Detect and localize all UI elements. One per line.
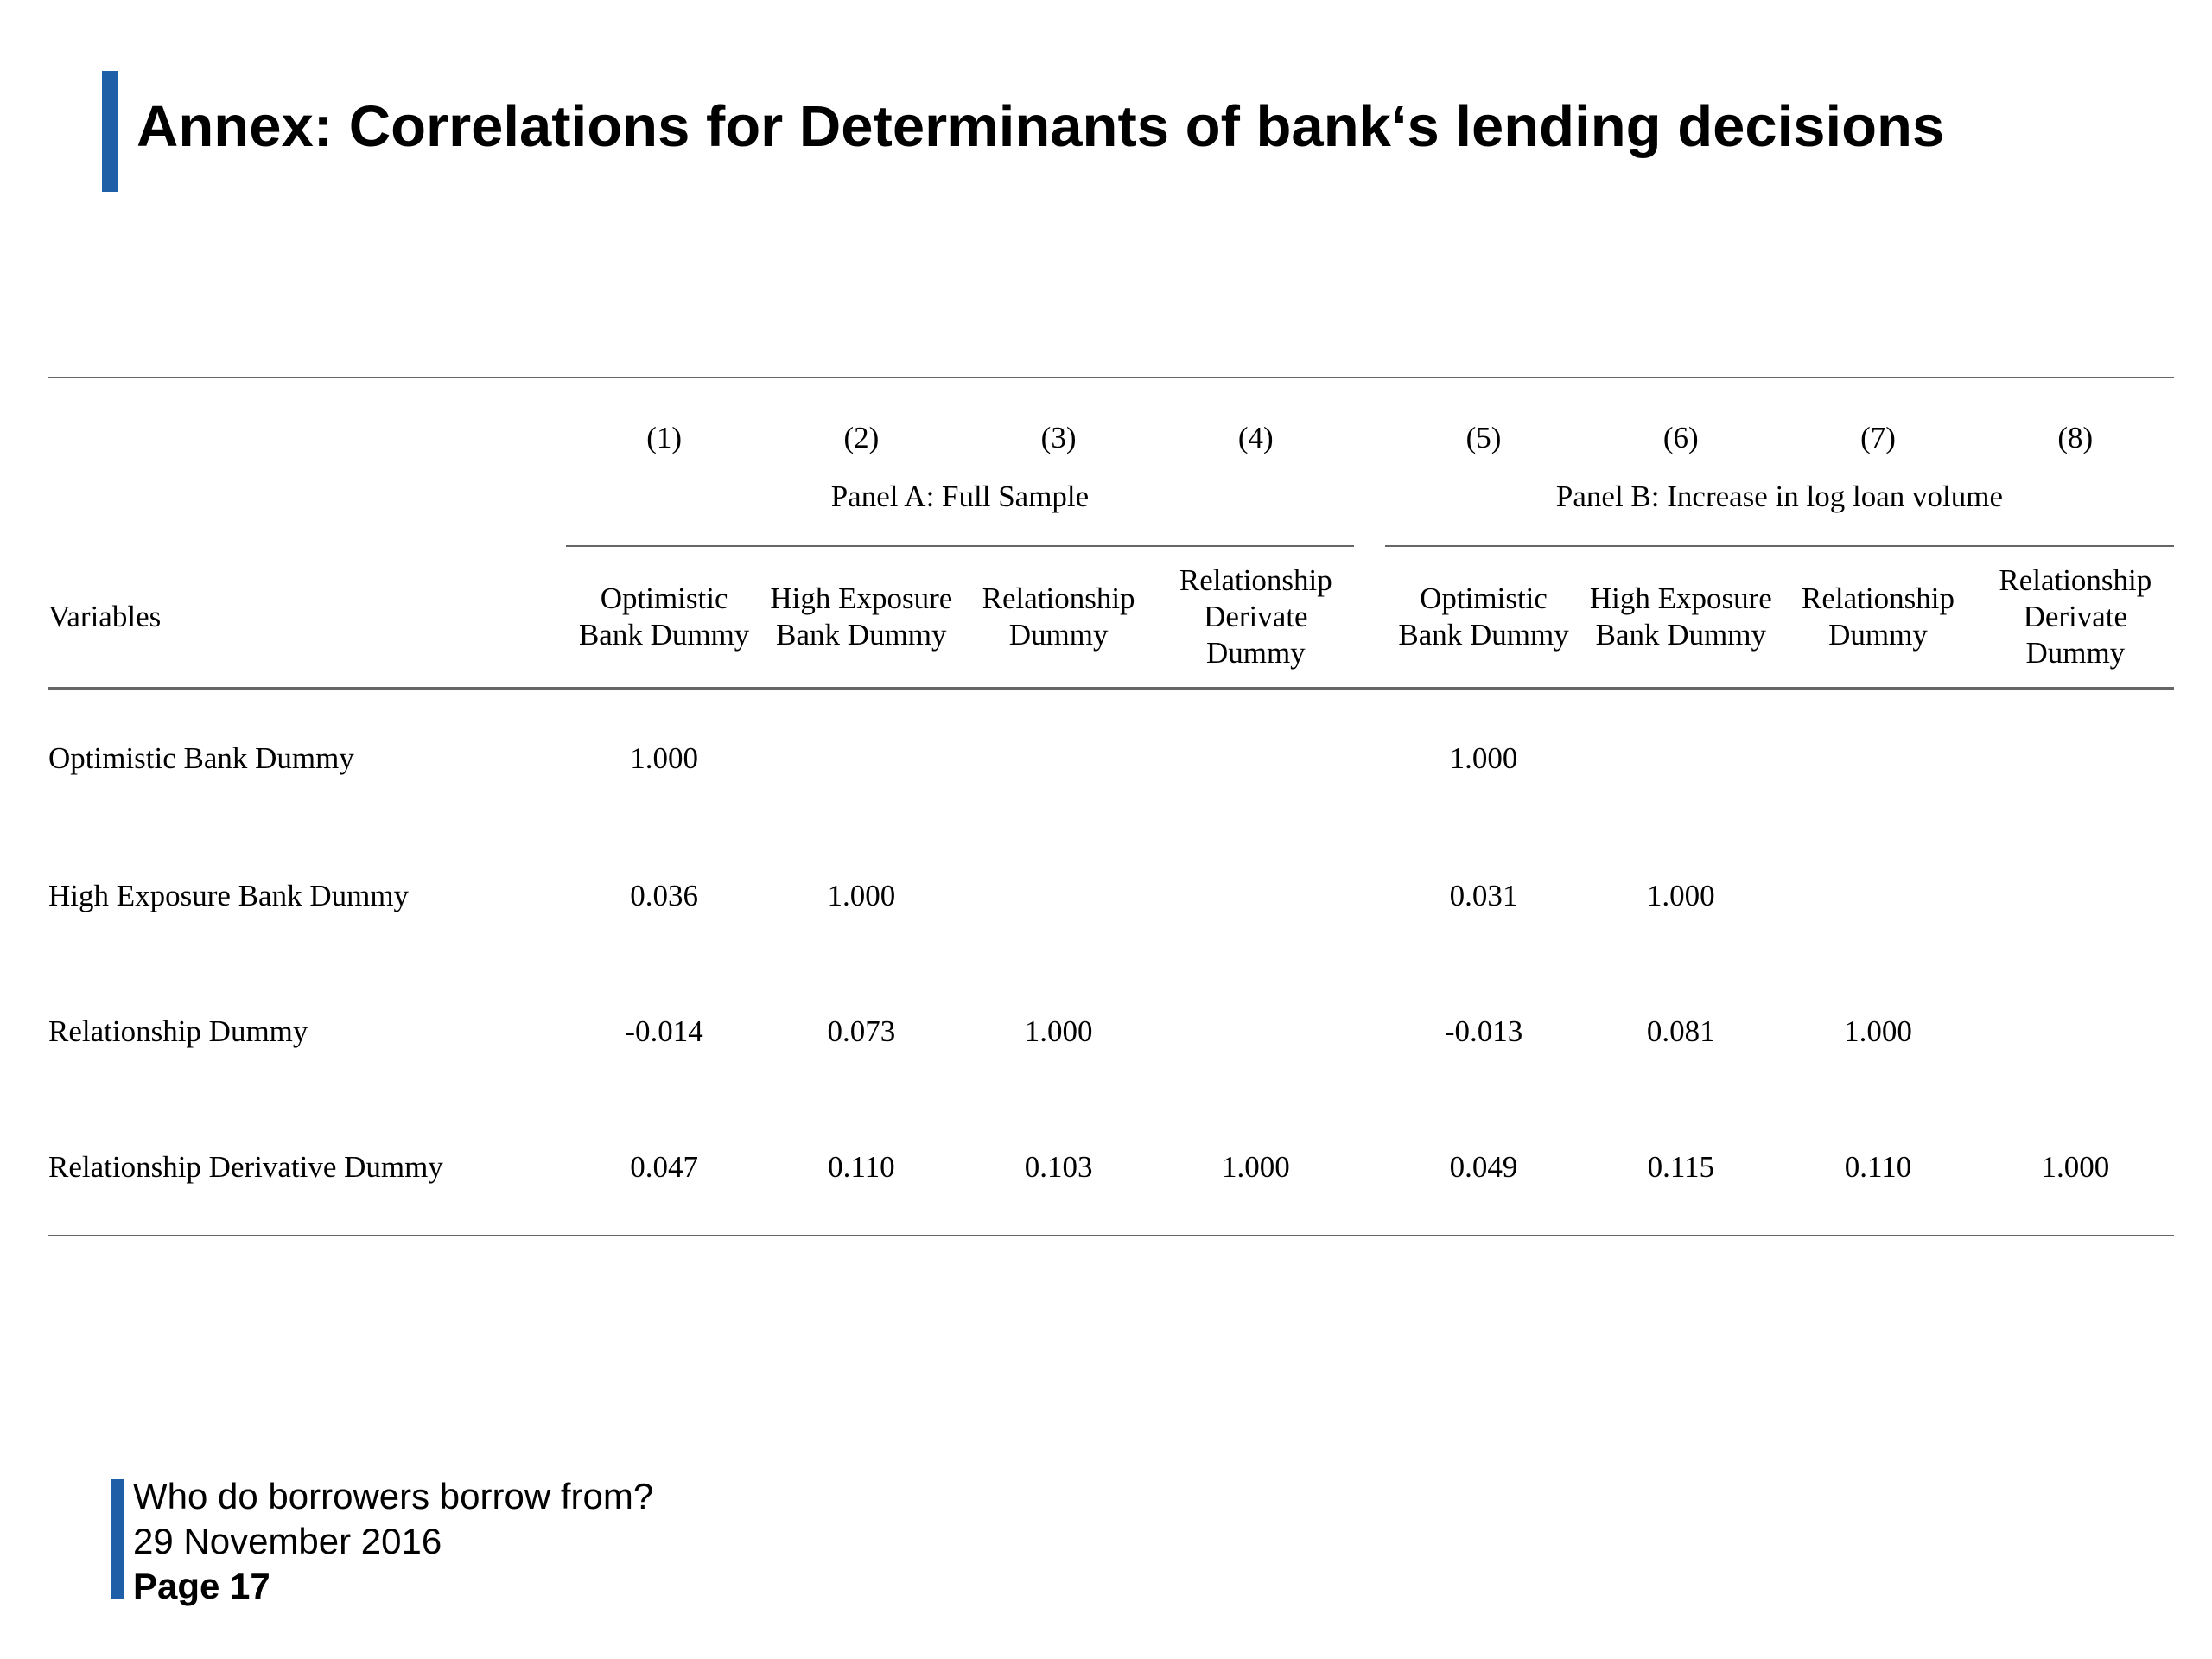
- footer-date: 29 November 2016: [133, 1521, 442, 1561]
- column-number: (3): [960, 378, 1157, 480]
- table-cell: [1157, 828, 1354, 963]
- table-cell: 0.047: [566, 1099, 763, 1236]
- panel-row: [48, 480, 2174, 546]
- table-cell: 1.000: [827, 878, 896, 912]
- table-cell: 1.000: [1977, 1099, 2174, 1236]
- table-cell: 1.000: [1024, 1014, 1093, 1048]
- table-cell: [1977, 828, 2174, 963]
- table-cell: 1.000: [1449, 741, 1518, 775]
- correlation-table: [48, 377, 2174, 1236]
- table-cell: 0.036: [630, 878, 698, 912]
- table-cell: [1582, 689, 1779, 829]
- table-cell: [1779, 828, 1976, 963]
- column-number: (4): [1157, 378, 1354, 480]
- title-accent-bar: [102, 71, 118, 192]
- footer: [133, 1474, 653, 1609]
- column-number: (6): [1582, 378, 1779, 480]
- slide-title: Annex: Correlations for Determinants of bank‘s lending decisions: [137, 94, 1945, 159]
- table-cell: [1977, 689, 2174, 829]
- row-label: Relationship Dummy: [48, 1014, 308, 1048]
- page-number: Page 17: [133, 1566, 270, 1606]
- table-row: [48, 828, 2174, 963]
- column-number: (5): [1385, 378, 1582, 480]
- table-cell: -0.013: [1444, 1014, 1523, 1048]
- table-cell: [763, 689, 960, 829]
- table-cell: 0.073: [827, 1014, 896, 1048]
- table-row: [48, 689, 2174, 829]
- table-cell: [1977, 963, 2174, 1099]
- column-header-row: [48, 546, 2174, 689]
- variables-header: Variables: [48, 546, 566, 689]
- table-cell: 0.110: [1779, 1099, 1976, 1236]
- table-cell: [1157, 689, 1354, 829]
- column-header: Relationship Derivate Dummy: [1157, 546, 1354, 689]
- row-label: Optimistic Bank Dummy: [48, 741, 354, 775]
- table-cell: [960, 689, 1157, 829]
- table-cell: 0.110: [763, 1099, 960, 1236]
- column-number: (7): [1779, 378, 1976, 480]
- table-row: [48, 1099, 2174, 1236]
- column-number: (2): [763, 378, 960, 480]
- table-cell: 1.000: [1844, 1014, 1912, 1048]
- column-header: High Exposure Bank Dummy: [763, 546, 960, 689]
- table-cell: [1157, 963, 1354, 1099]
- table-cell: 0.115: [1582, 1099, 1779, 1236]
- table-cell: 0.103: [960, 1099, 1157, 1236]
- row-label: Relationship Derivative Dummy: [48, 1099, 566, 1236]
- column-number: (8): [1977, 378, 2174, 480]
- column-header: Optimistic Bank Dummy: [1385, 546, 1582, 689]
- row-label: High Exposure Bank Dummy: [48, 878, 410, 912]
- table-cell: 0.031: [1449, 878, 1518, 912]
- column-number-row: [48, 378, 2174, 480]
- panel-a-header: Panel A: Full Sample: [566, 480, 1355, 546]
- column-number: (1): [566, 378, 763, 480]
- column-header: Relationship Derivate Dummy: [1977, 546, 2174, 689]
- table-cell: 1.000: [1157, 1099, 1354, 1236]
- column-header: Relationship Dummy: [960, 546, 1157, 689]
- table-cell: 0.081: [1646, 1014, 1715, 1048]
- table-row: [48, 963, 2174, 1099]
- footer-subtitle: Who do borrowers borrow from?: [133, 1476, 654, 1516]
- column-header: Optimistic Bank Dummy: [566, 546, 763, 689]
- panel-b-header: Panel B: Increase in log loan volume: [1385, 480, 2174, 546]
- table-cell: [960, 828, 1157, 963]
- footer-accent-bar: [111, 1479, 124, 1599]
- column-header: High Exposure Bank Dummy: [1582, 546, 1779, 689]
- table-cell: -0.014: [625, 1014, 703, 1048]
- table-cell: 0.049: [1385, 1099, 1582, 1236]
- table-cell: 1.000: [1646, 878, 1715, 912]
- table-cell: 1.000: [630, 741, 698, 775]
- table-cell: [1779, 689, 1976, 829]
- column-header: Relationship Dummy: [1779, 546, 1976, 689]
